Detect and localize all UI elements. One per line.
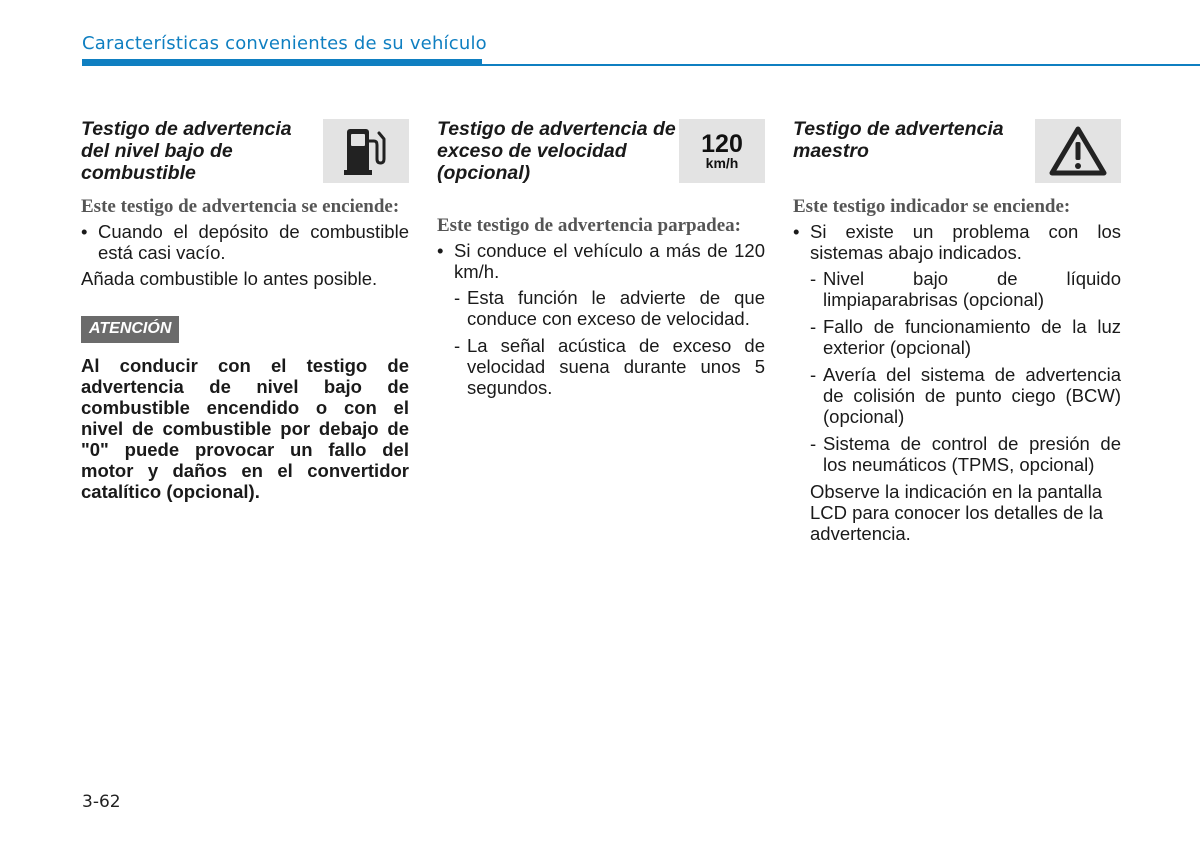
list-item: - La señal acústica de exceso de velocidad suena durante unos 5 segundos.	[454, 335, 765, 398]
overspeed-lead: Este testigo de advertencia parpadea:	[437, 215, 741, 236]
low-fuel-heading	[81, 118, 409, 184]
master-warning-dash-4: Sistema de control de presión de los neumáticos (TPMS, opcional)	[823, 433, 1121, 475]
speed-unit: km/h	[705, 154, 739, 171]
column-low-fuel	[81, 118, 409, 502]
list-item: - Nivel bajo de líquido limpiaparabrisas (opcional)	[810, 268, 1121, 310]
master-warning-bullet-text: Si existe un problema con los sistemas abajo indicados.	[810, 221, 1121, 263]
page-number: 3-62	[82, 792, 121, 812]
master-warning-heading	[793, 118, 1121, 184]
overspeed-dash-1: Esta función le advierte de que conduce con exceso de velocidad.	[467, 287, 765, 329]
list-item: - Esta función le advierte de que conduce con exceso de velocidad.	[454, 287, 765, 329]
list-item: • Si existe un problema con los sistemas abajo indicados.	[793, 221, 1121, 263]
master-warning-dash-3: Avería del sistema de advertencia de colisión de punto ciego (BCW) (opcional)	[823, 364, 1121, 427]
low-fuel-title: Testigo de advertencia del nivel bajo de combustible	[81, 118, 292, 184]
speed-value: 120	[701, 129, 743, 158]
column-overspeed	[437, 118, 765, 404]
caution-label: ATENCIÓN	[81, 316, 179, 343]
master-warning-title: Testigo de advertencia maestro	[793, 118, 1004, 162]
speed-limit-icon	[679, 119, 765, 183]
fuel-pump-icon	[323, 119, 409, 183]
low-fuel-lead: Este testigo de advertencia se enciende:	[81, 196, 400, 217]
overspeed-dash-2: La señal acústica de exceso de velocidad suena durante unos 5 segundos.	[467, 335, 765, 398]
section-header-title: Características convenientes de su vehículo	[82, 33, 487, 54]
warning-triangle-icon	[1035, 119, 1121, 183]
column-master-warning	[793, 118, 1121, 549]
overspeed-heading	[437, 118, 765, 184]
list-item: • Si conduce el vehículo a más de 120 km/h.	[437, 240, 765, 282]
master-warning-lead: Este testigo indicador se enciende:	[793, 196, 1071, 217]
master-warning-dash-2: Fallo de funcionamiento de la luz exterior (opcional)	[823, 316, 1121, 358]
list-item: - Sistema de control de presión de los neumáticos (TPMS, opcional)	[810, 433, 1121, 475]
overspeed-bullet-text: Si conduce el vehículo a más de 120 km/h.	[454, 240, 765, 282]
low-fuel-advice: Añada combustible lo antes posible.	[81, 268, 378, 289]
list-item: - Fallo de funcionamiento de la luz exterior (opcional)	[810, 316, 1121, 358]
header-rule	[82, 64, 1200, 66]
master-warning-note: Observe la indicación en la pantalla LCD para conocer los detalles de la advertencia.	[810, 481, 1104, 544]
master-warning-dash-1: Nivel bajo de líquido limpiaparabrisas (opcional)	[823, 268, 1121, 310]
overspeed-title: Testigo de advertencia de exceso de velocidad (opcional)	[437, 118, 676, 184]
low-fuel-bullet-text: Cuando el depósito de combustible está casi vacío.	[98, 221, 409, 263]
list-item: • Cuando el depósito de combustible está casi vacío.	[81, 221, 409, 263]
caution-text: Al conducir con el testigo de advertencia de nivel bajo de combustible encendido o con el nivel de combustible por debajo de "0" puede provocar un fallo del motor y daños en el convertidor catalítico (opcional).	[81, 355, 409, 502]
list-item: - Avería del sistema de advertencia de colisión de punto ciego (BCW) (opcional)	[810, 364, 1121, 427]
